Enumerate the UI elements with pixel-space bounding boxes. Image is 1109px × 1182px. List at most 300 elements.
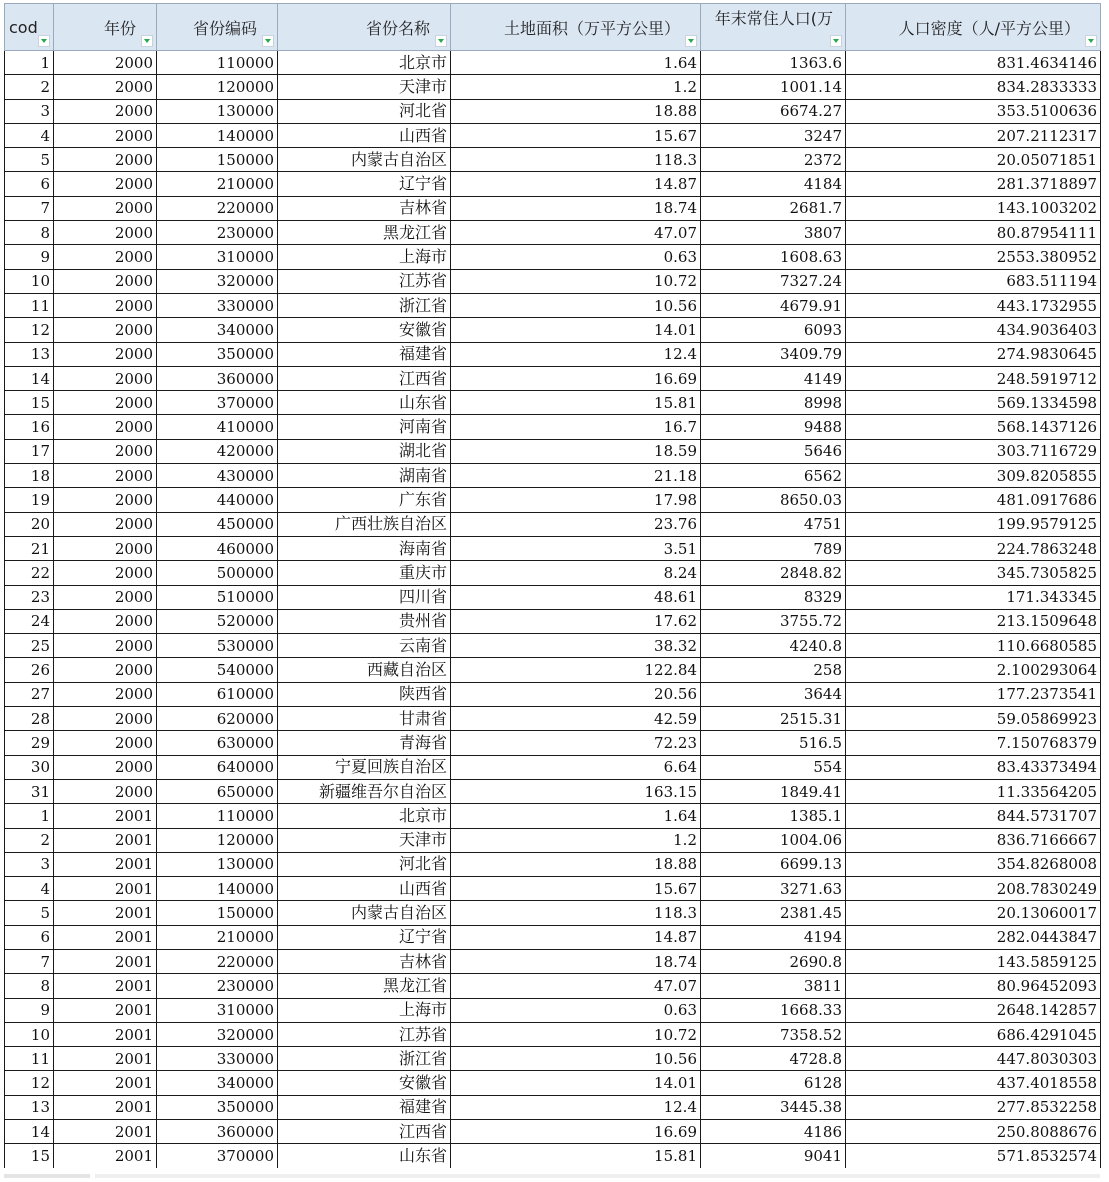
table-cell[interactable]: 340000 xyxy=(157,318,278,342)
table-cell[interactable]: 48.61 xyxy=(451,585,701,609)
table-cell[interactable]: 辽宁省 xyxy=(278,172,451,196)
table-cell[interactable]: 640000 xyxy=(157,755,278,779)
table-cell[interactable]: 3811 xyxy=(701,974,846,998)
table-cell[interactable]: 120000 xyxy=(157,828,278,852)
table-cell[interactable]: 14.01 xyxy=(451,318,701,342)
table-cell[interactable]: 甘肃省 xyxy=(278,707,451,731)
table-cell[interactable]: 6562 xyxy=(701,464,846,488)
table-cell[interactable]: 17.62 xyxy=(451,609,701,633)
table-cell[interactable]: 吉林省 xyxy=(278,949,451,973)
table-cell[interactable]: 13 xyxy=(5,1095,54,1119)
table-cell[interactable]: 150000 xyxy=(157,901,278,925)
column-header-population-density[interactable] xyxy=(846,4,1101,51)
table-cell[interactable]: 210000 xyxy=(157,172,278,196)
table-cell[interactable]: 354.8268008 xyxy=(846,852,1101,876)
table-cell[interactable]: 2000 xyxy=(54,779,157,803)
table-cell[interactable]: 11 xyxy=(5,293,54,317)
table-cell[interactable]: 10.56 xyxy=(451,293,701,317)
table-cell[interactable]: 重庆市 xyxy=(278,561,451,585)
table-cell[interactable]: 2000 xyxy=(54,561,157,585)
table-cell[interactable]: 1001.14 xyxy=(701,75,846,99)
table-cell[interactable]: 1849.41 xyxy=(701,779,846,803)
table-cell[interactable]: 540000 xyxy=(157,658,278,682)
table-cell[interactable]: 208.7830249 xyxy=(846,877,1101,901)
table-cell[interactable]: 18 xyxy=(5,464,54,488)
table-cell[interactable]: 80.87954111 xyxy=(846,221,1101,245)
table-cell[interactable]: 1668.33 xyxy=(701,998,846,1022)
table-cell[interactable]: 569.1334598 xyxy=(846,391,1101,415)
column-header-year[interactable] xyxy=(54,4,157,51)
table-cell[interactable]: 248.5919712 xyxy=(846,366,1101,390)
column-header-land-area[interactable] xyxy=(451,4,701,51)
scrollbar-track[interactable] xyxy=(95,1174,1100,1178)
table-cell[interactable]: 辽宁省 xyxy=(278,925,451,949)
table-cell[interactable]: 1385.1 xyxy=(701,804,846,828)
filter-dropdown-icon[interactable] xyxy=(1085,35,1097,47)
table-cell[interactable]: 143.1003202 xyxy=(846,196,1101,220)
table-cell[interactable]: 282.0443847 xyxy=(846,925,1101,949)
table-cell[interactable]: 330000 xyxy=(157,1047,278,1071)
table-cell[interactable]: 0.63 xyxy=(451,245,701,269)
table-cell[interactable]: 450000 xyxy=(157,512,278,536)
table-cell[interactable]: 西藏自治区 xyxy=(278,658,451,682)
table-cell[interactable]: 443.1732955 xyxy=(846,293,1101,317)
table-cell[interactable]: 610000 xyxy=(157,682,278,706)
table-cell[interactable]: 8 xyxy=(5,974,54,998)
filter-dropdown-icon[interactable] xyxy=(141,35,153,47)
table-cell[interactable]: 18.88 xyxy=(451,99,701,123)
table-cell[interactable]: 6093 xyxy=(701,318,846,342)
table-cell[interactable]: 630000 xyxy=(157,731,278,755)
table-cell[interactable]: 16.69 xyxy=(451,366,701,390)
table-cell[interactable]: 2001 xyxy=(54,828,157,852)
table-cell[interactable]: 江西省 xyxy=(278,1120,451,1144)
table-cell[interactable]: 2000 xyxy=(54,51,157,75)
table-cell[interactable]: 2000 xyxy=(54,512,157,536)
table-cell[interactable]: 7.150768379 xyxy=(846,731,1101,755)
table-cell[interactable]: 上海市 xyxy=(278,998,451,1022)
table-cell[interactable]: 10.56 xyxy=(451,1047,701,1071)
table-cell[interactable]: 2000 xyxy=(54,75,157,99)
column-header-province-name[interactable] xyxy=(278,4,451,51)
table-cell[interactable]: 1004.06 xyxy=(701,828,846,852)
table-cell[interactable]: 510000 xyxy=(157,585,278,609)
table-cell[interactable]: 210000 xyxy=(157,925,278,949)
table-cell[interactable]: 福建省 xyxy=(278,342,451,366)
table-cell[interactable]: 520000 xyxy=(157,609,278,633)
table-cell[interactable]: 0.63 xyxy=(451,998,701,1022)
table-cell[interactable]: 844.5731707 xyxy=(846,804,1101,828)
table-cell[interactable]: 11.33564205 xyxy=(846,779,1101,803)
table-cell[interactable]: 10 xyxy=(5,269,54,293)
table-cell[interactable]: 516.5 xyxy=(701,731,846,755)
table-cell[interactable]: 2000 xyxy=(54,464,157,488)
table-cell[interactable]: 21.18 xyxy=(451,464,701,488)
table-cell[interactable]: 2000 xyxy=(54,585,157,609)
table-cell[interactable]: 30 xyxy=(5,755,54,779)
table-cell[interactable]: 2000 xyxy=(54,342,157,366)
table-cell[interactable]: 20.56 xyxy=(451,682,701,706)
table-cell[interactable]: 7327.24 xyxy=(701,269,846,293)
table-cell[interactable]: 2000 xyxy=(54,148,157,172)
table-cell[interactable]: 177.2373541 xyxy=(846,682,1101,706)
table-cell[interactable]: 1363.6 xyxy=(701,51,846,75)
table-cell[interactable]: 2000 xyxy=(54,245,157,269)
table-cell[interactable]: 118.3 xyxy=(451,148,701,172)
horizontal-scrollbar[interactable] xyxy=(0,1168,1109,1182)
table-cell[interactable]: 2000 xyxy=(54,682,157,706)
table-cell[interactable]: 2372 xyxy=(701,148,846,172)
table-cell[interactable]: 陕西省 xyxy=(278,682,451,706)
table-cell[interactable]: 18.59 xyxy=(451,439,701,463)
table-cell[interactable]: 8 xyxy=(5,221,54,245)
table-cell[interactable]: 14 xyxy=(5,366,54,390)
table-cell[interactable]: 15.81 xyxy=(451,1144,701,1168)
table-cell[interactable]: 2000 xyxy=(54,366,157,390)
table-cell[interactable]: 42.59 xyxy=(451,707,701,731)
table-cell[interactable]: 345.7305825 xyxy=(846,561,1101,585)
table-cell[interactable]: 554 xyxy=(701,755,846,779)
filter-dropdown-icon[interactable] xyxy=(685,35,697,47)
table-cell[interactable]: 江苏省 xyxy=(278,269,451,293)
table-cell[interactable]: 上海市 xyxy=(278,245,451,269)
table-cell[interactable]: 广东省 xyxy=(278,488,451,512)
table-cell[interactable]: 309.8205855 xyxy=(846,464,1101,488)
table-cell[interactable]: 2681.7 xyxy=(701,196,846,220)
table-cell[interactable]: 安徽省 xyxy=(278,318,451,342)
table-cell[interactable]: 河北省 xyxy=(278,852,451,876)
table-cell[interactable]: 2001 xyxy=(54,998,157,1022)
table-cell[interactable]: 四川省 xyxy=(278,585,451,609)
table-cell[interactable]: 2690.8 xyxy=(701,949,846,973)
table-cell[interactable]: 7358.52 xyxy=(701,1022,846,1046)
table-cell[interactable]: 2000 xyxy=(54,318,157,342)
table-cell[interactable]: 320000 xyxy=(157,1022,278,1046)
table-cell[interactable]: 440000 xyxy=(157,488,278,512)
table-cell[interactable]: 130000 xyxy=(157,852,278,876)
table-cell[interactable]: 310000 xyxy=(157,245,278,269)
table-cell[interactable]: 2001 xyxy=(54,852,157,876)
table-cell[interactable]: 4194 xyxy=(701,925,846,949)
table-cell[interactable]: 500000 xyxy=(157,561,278,585)
table-cell[interactable]: 320000 xyxy=(157,269,278,293)
table-cell[interactable]: 9 xyxy=(5,245,54,269)
table-cell[interactable]: 4240.8 xyxy=(701,634,846,658)
table-cell[interactable]: 3247 xyxy=(701,123,846,147)
table-cell[interactable]: 10.72 xyxy=(451,269,701,293)
table-cell[interactable]: 277.8532258 xyxy=(846,1095,1101,1119)
table-cell[interactable]: 460000 xyxy=(157,536,278,560)
table-cell[interactable]: 31 xyxy=(5,779,54,803)
table-cell[interactable]: 2001 xyxy=(54,1022,157,1046)
table-cell[interactable]: 230000 xyxy=(157,974,278,998)
table-cell[interactable]: 360000 xyxy=(157,366,278,390)
table-cell[interactable]: 2001 xyxy=(54,1120,157,1144)
table-cell[interactable]: 2001 xyxy=(54,925,157,949)
table-cell[interactable]: 199.9579125 xyxy=(846,512,1101,536)
table-cell[interactable]: 2000 xyxy=(54,707,157,731)
table-cell[interactable]: 2001 xyxy=(54,974,157,998)
table-cell[interactable]: 10 xyxy=(5,1022,54,1046)
table-cell[interactable]: 230000 xyxy=(157,221,278,245)
table-cell[interactable]: 15.81 xyxy=(451,391,701,415)
table-cell[interactable]: 143.5859125 xyxy=(846,949,1101,973)
table-cell[interactable]: 17 xyxy=(5,439,54,463)
table-cell[interactable]: 6.64 xyxy=(451,755,701,779)
table-cell[interactable]: 1.2 xyxy=(451,828,701,852)
table-cell[interactable]: 北京市 xyxy=(278,51,451,75)
table-cell[interactable]: 59.05869923 xyxy=(846,707,1101,731)
table-cell[interactable]: 568.1437126 xyxy=(846,415,1101,439)
table-cell[interactable]: 青海省 xyxy=(278,731,451,755)
table-cell[interactable]: 15.67 xyxy=(451,123,701,147)
table-cell[interactable]: 14.87 xyxy=(451,172,701,196)
table-cell[interactable]: 河南省 xyxy=(278,415,451,439)
table-cell[interactable]: 29 xyxy=(5,731,54,755)
table-cell[interactable]: 2000 xyxy=(54,731,157,755)
table-cell[interactable]: 11 xyxy=(5,1047,54,1071)
table-cell[interactable]: 1.2 xyxy=(451,75,701,99)
table-cell[interactable]: 4 xyxy=(5,123,54,147)
table-cell[interactable]: 310000 xyxy=(157,998,278,1022)
table-cell[interactable]: 12.4 xyxy=(451,1095,701,1119)
table-cell[interactable]: 353.5100636 xyxy=(846,99,1101,123)
table-cell[interactable]: 683.511194 xyxy=(846,269,1101,293)
table-cell[interactable]: 北京市 xyxy=(278,804,451,828)
table-cell[interactable]: 831.4634146 xyxy=(846,51,1101,75)
table-cell[interactable]: 江苏省 xyxy=(278,1022,451,1046)
table-cell[interactable]: 434.9036403 xyxy=(846,318,1101,342)
table-cell[interactable]: 350000 xyxy=(157,1095,278,1119)
table-cell[interactable]: 5646 xyxy=(701,439,846,463)
table-cell[interactable]: 2001 xyxy=(54,1071,157,1095)
table-cell[interactable]: 20.13060017 xyxy=(846,901,1101,925)
table-cell[interactable]: 2848.82 xyxy=(701,561,846,585)
table-cell[interactable]: 2648.142857 xyxy=(846,998,1101,1022)
table-cell[interactable]: 140000 xyxy=(157,123,278,147)
table-cell[interactable]: 内蒙古自治区 xyxy=(278,148,451,172)
table-cell[interactable]: 2001 xyxy=(54,804,157,828)
table-cell[interactable]: 213.1509648 xyxy=(846,609,1101,633)
table-cell[interactable]: 1 xyxy=(5,51,54,75)
table-cell[interactable]: 2000 xyxy=(54,221,157,245)
filter-dropdown-icon[interactable] xyxy=(262,35,274,47)
table-cell[interactable]: 云南省 xyxy=(278,634,451,658)
table-cell[interactable]: 447.8030303 xyxy=(846,1047,1101,1071)
table-cell[interactable]: 686.4291045 xyxy=(846,1022,1101,1046)
table-cell[interactable]: 2515.31 xyxy=(701,707,846,731)
table-cell[interactable]: 15 xyxy=(5,1144,54,1168)
table-cell[interactable]: 3271.63 xyxy=(701,877,846,901)
table-cell[interactable]: 17.98 xyxy=(451,488,701,512)
table-cell[interactable]: 3409.79 xyxy=(701,342,846,366)
table-cell[interactable]: 湖南省 xyxy=(278,464,451,488)
table-cell[interactable]: 3.51 xyxy=(451,536,701,560)
table-cell[interactable]: 420000 xyxy=(157,439,278,463)
table-cell[interactable]: 2000 xyxy=(54,293,157,317)
table-cell[interactable]: 2000 xyxy=(54,488,157,512)
table-cell[interactable]: 220000 xyxy=(157,196,278,220)
table-cell[interactable]: 山东省 xyxy=(278,1144,451,1168)
table-cell[interactable]: 2381.45 xyxy=(701,901,846,925)
table-cell[interactable]: 2000 xyxy=(54,196,157,220)
table-cell[interactable]: 330000 xyxy=(157,293,278,317)
table-cell[interactable]: 6699.13 xyxy=(701,852,846,876)
table-cell[interactable]: 2000 xyxy=(54,536,157,560)
table-cell[interactable]: 28 xyxy=(5,707,54,731)
table-cell[interactable]: 163.15 xyxy=(451,779,701,803)
table-cell[interactable]: 220000 xyxy=(157,949,278,973)
table-cell[interactable]: 2000 xyxy=(54,391,157,415)
table-cell[interactable]: 207.2112317 xyxy=(846,123,1101,147)
table-cell[interactable]: 430000 xyxy=(157,464,278,488)
table-cell[interactable]: 5 xyxy=(5,148,54,172)
table-cell[interactable]: 2001 xyxy=(54,949,157,973)
table-cell[interactable]: 7 xyxy=(5,196,54,220)
table-cell[interactable]: 2000 xyxy=(54,609,157,633)
table-cell[interactable]: 26 xyxy=(5,658,54,682)
table-cell[interactable]: 120000 xyxy=(157,75,278,99)
table-cell[interactable]: 7 xyxy=(5,949,54,973)
table-cell[interactable]: 2000 xyxy=(54,439,157,463)
table-cell[interactable]: 2000 xyxy=(54,269,157,293)
table-cell[interactable]: 27 xyxy=(5,682,54,706)
table-cell[interactable]: 38.32 xyxy=(451,634,701,658)
table-cell[interactable]: 3755.72 xyxy=(701,609,846,633)
table-cell[interactable]: 281.3718897 xyxy=(846,172,1101,196)
table-cell[interactable]: 224.7863248 xyxy=(846,536,1101,560)
table-cell[interactable]: 110000 xyxy=(157,51,278,75)
table-cell[interactable]: 1.64 xyxy=(451,804,701,828)
table-cell[interactable]: 2000 xyxy=(54,658,157,682)
table-cell[interactable]: 3644 xyxy=(701,682,846,706)
table-cell[interactable]: 8998 xyxy=(701,391,846,415)
table-cell[interactable]: 122.84 xyxy=(451,658,701,682)
table-cell[interactable]: 250.8088676 xyxy=(846,1120,1101,1144)
table-cell[interactable]: 481.0917686 xyxy=(846,488,1101,512)
table-cell[interactable]: 河北省 xyxy=(278,99,451,123)
table-cell[interactable]: 340000 xyxy=(157,1071,278,1095)
table-cell[interactable]: 150000 xyxy=(157,148,278,172)
scrollbar-thumb[interactable] xyxy=(4,1174,90,1178)
table-cell[interactable]: 9488 xyxy=(701,415,846,439)
table-cell[interactable]: 1608.63 xyxy=(701,245,846,269)
table-cell[interactable]: 5 xyxy=(5,901,54,925)
table-cell[interactable]: 110000 xyxy=(157,804,278,828)
filter-dropdown-icon[interactable] xyxy=(38,35,50,47)
table-cell[interactable]: 18.74 xyxy=(451,949,701,973)
table-cell[interactable]: 4 xyxy=(5,877,54,901)
table-cell[interactable]: 8329 xyxy=(701,585,846,609)
table-cell[interactable]: 3445.38 xyxy=(701,1095,846,1119)
table-cell[interactable]: 12 xyxy=(5,1071,54,1095)
table-cell[interactable]: 广西壮族自治区 xyxy=(278,512,451,536)
table-cell[interactable]: 410000 xyxy=(157,415,278,439)
table-cell[interactable]: 23.76 xyxy=(451,512,701,536)
table-cell[interactable]: 258 xyxy=(701,658,846,682)
table-cell[interactable]: 20 xyxy=(5,512,54,536)
table-cell[interactable]: 14 xyxy=(5,1120,54,1144)
table-cell[interactable]: 天津市 xyxy=(278,828,451,852)
table-cell[interactable]: 24 xyxy=(5,609,54,633)
table-cell[interactable]: 新疆维吾尔自治区 xyxy=(278,779,451,803)
table-cell[interactable]: 浙江省 xyxy=(278,1047,451,1071)
table-cell[interactable]: 4186 xyxy=(701,1120,846,1144)
table-cell[interactable]: 2553.380952 xyxy=(846,245,1101,269)
table-cell[interactable]: 571.8532574 xyxy=(846,1144,1101,1168)
table-cell[interactable]: 4751 xyxy=(701,512,846,536)
table-cell[interactable]: 2001 xyxy=(54,877,157,901)
table-cell[interactable]: 4184 xyxy=(701,172,846,196)
table-cell[interactable]: 黑龙江省 xyxy=(278,221,451,245)
table-cell[interactable]: 834.2833333 xyxy=(846,75,1101,99)
table-cell[interactable]: 110.6680585 xyxy=(846,634,1101,658)
table-cell[interactable]: 福建省 xyxy=(278,1095,451,1119)
column-header-population[interactable] xyxy=(701,4,846,51)
column-header-province-code[interactable] xyxy=(157,4,278,51)
table-cell[interactable]: 25 xyxy=(5,634,54,658)
table-cell[interactable]: 3 xyxy=(5,99,54,123)
table-cell[interactable]: 2 xyxy=(5,75,54,99)
table-cell[interactable]: 360000 xyxy=(157,1120,278,1144)
table-cell[interactable]: 15.67 xyxy=(451,877,701,901)
table-cell[interactable]: 山西省 xyxy=(278,877,451,901)
table-cell[interactable]: 2001 xyxy=(54,1047,157,1071)
table-cell[interactable]: 350000 xyxy=(157,342,278,366)
table-cell[interactable]: 83.43373494 xyxy=(846,755,1101,779)
table-cell[interactable]: 20.05071851 xyxy=(846,148,1101,172)
table-cell[interactable]: 3 xyxy=(5,852,54,876)
table-cell[interactable]: 18.88 xyxy=(451,852,701,876)
table-cell[interactable]: 274.9830645 xyxy=(846,342,1101,366)
table-cell[interactable]: 2.100293064 xyxy=(846,658,1101,682)
table-cell[interactable]: 80.96452093 xyxy=(846,974,1101,998)
table-cell[interactable]: 海南省 xyxy=(278,536,451,560)
table-cell[interactable]: 118.3 xyxy=(451,901,701,925)
table-cell[interactable]: 19 xyxy=(5,488,54,512)
table-cell[interactable]: 2 xyxy=(5,828,54,852)
table-cell[interactable]: 安徽省 xyxy=(278,1071,451,1095)
table-cell[interactable]: 江西省 xyxy=(278,366,451,390)
table-cell[interactable]: 8650.03 xyxy=(701,488,846,512)
table-cell[interactable]: 370000 xyxy=(157,1144,278,1168)
table-cell[interactable]: 16 xyxy=(5,415,54,439)
table-cell[interactable]: 浙江省 xyxy=(278,293,451,317)
table-cell[interactable]: 14.01 xyxy=(451,1071,701,1095)
table-cell[interactable]: 2001 xyxy=(54,1095,157,1119)
table-cell[interactable]: 天津市 xyxy=(278,75,451,99)
table-cell[interactable]: 山东省 xyxy=(278,391,451,415)
table-cell[interactable]: 370000 xyxy=(157,391,278,415)
table-cell[interactable]: 9041 xyxy=(701,1144,846,1168)
table-cell[interactable]: 130000 xyxy=(157,99,278,123)
table-cell[interactable]: 2000 xyxy=(54,99,157,123)
table-cell[interactable]: 16.69 xyxy=(451,1120,701,1144)
table-cell[interactable]: 6128 xyxy=(701,1071,846,1095)
table-cell[interactable]: 2000 xyxy=(54,172,157,196)
table-cell[interactable]: 15 xyxy=(5,391,54,415)
table-cell[interactable]: 836.7166667 xyxy=(846,828,1101,852)
table-cell[interactable]: 12 xyxy=(5,318,54,342)
table-cell[interactable]: 620000 xyxy=(157,707,278,731)
table-cell[interactable]: 1 xyxy=(5,804,54,828)
filter-dropdown-icon[interactable] xyxy=(830,35,842,47)
table-cell[interactable]: 47.07 xyxy=(451,974,701,998)
table-cell[interactable]: 1.64 xyxy=(451,51,701,75)
table-cell[interactable]: 2000 xyxy=(54,415,157,439)
table-cell[interactable]: 2001 xyxy=(54,901,157,925)
table-cell[interactable]: 湖北省 xyxy=(278,439,451,463)
